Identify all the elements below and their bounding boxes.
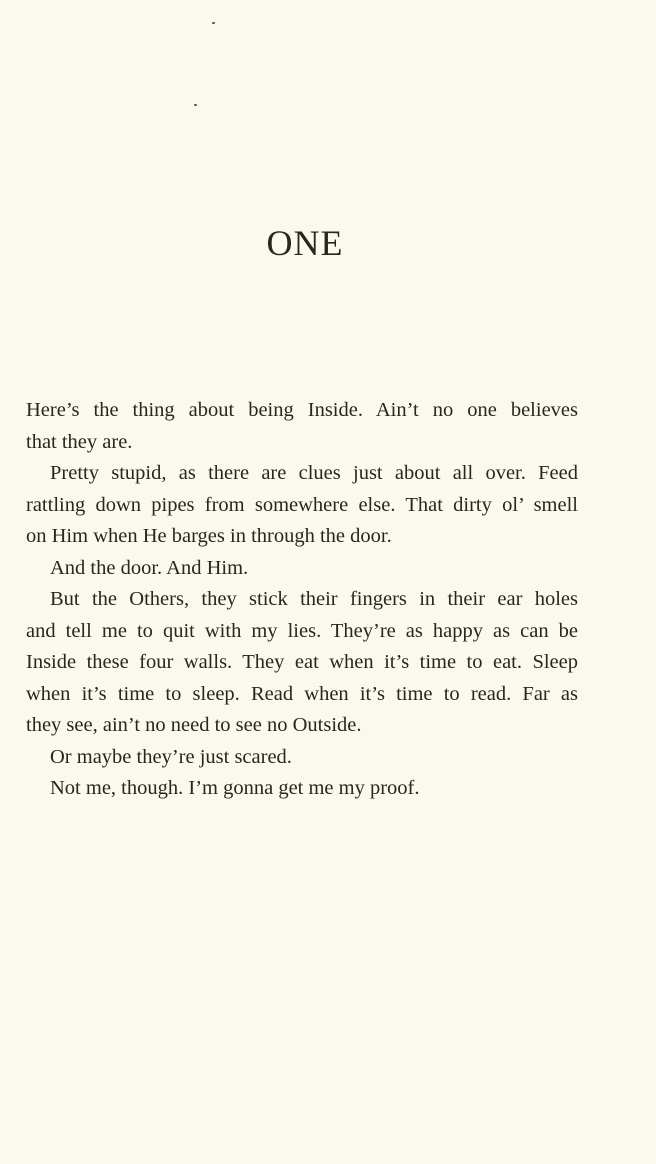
text-line: rattling down pipes from somewhere else. That dirty ol’ smell — [26, 493, 578, 516]
text-line: Not me, though. I’m gonna get me my proof. — [50, 777, 420, 799]
text-line: they see, ain’t no need to see no Outside. — [26, 714, 362, 736]
text-line: Pretty stupid, as there are clues just about all over. Feed — [50, 462, 578, 484]
text-line: Inside these four walls. They eat when it’s time to eat. Sleep — [26, 651, 578, 673]
text-line: Here’s the thing about being Inside. Ain’t no one believes — [26, 399, 578, 421]
text-line: and tell me to quit with my lies. They’re as happy as can be — [26, 619, 578, 642]
text-line: But the Others, they stick their fingers in their ear holes — [50, 588, 578, 610]
text-line: that they are. — [26, 430, 133, 453]
text-line: on Him when He barges in through the door. — [26, 525, 392, 547]
scan-speck — [194, 104, 197, 106]
text-line: And the door. And Him. — [50, 556, 249, 579]
chapter-title: ONE — [266, 223, 344, 263]
scan-speck — [212, 22, 215, 24]
text-line: when it’s time to sleep. Read when it’s time to read. Far as — [26, 682, 578, 705]
chapter-body — [26, 395, 578, 805]
text-line: Or maybe they’re just scared. — [50, 745, 292, 768]
